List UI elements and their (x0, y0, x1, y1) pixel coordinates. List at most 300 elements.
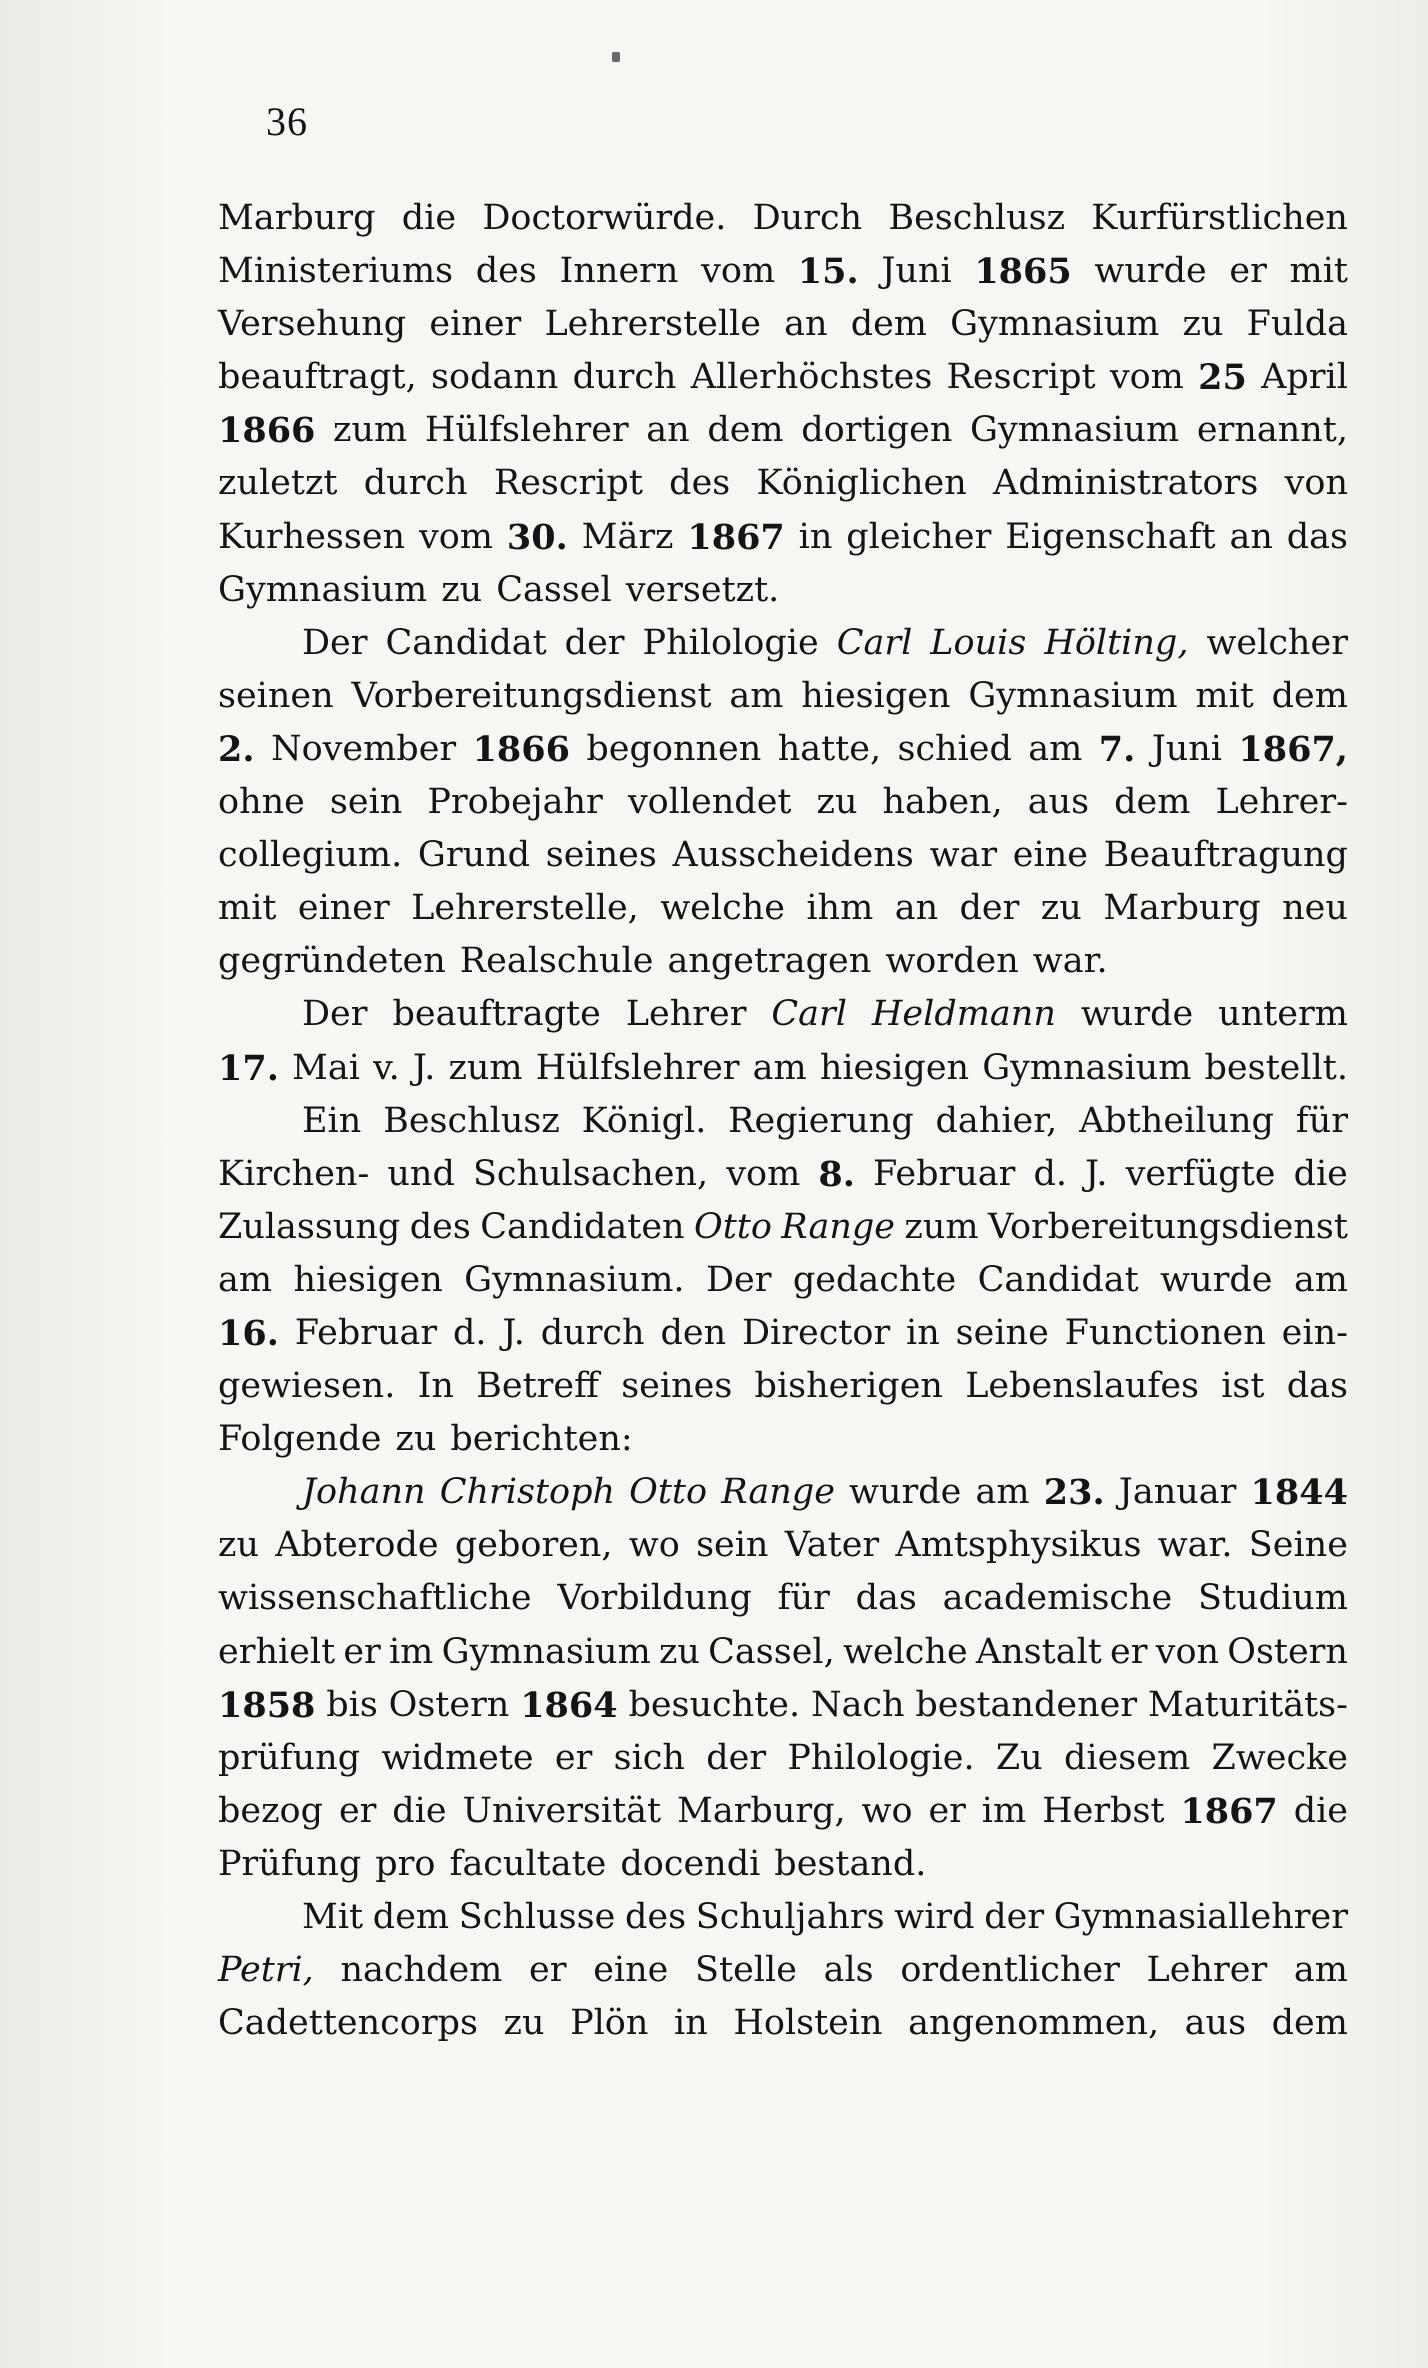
word: des (409, 1206, 471, 1247)
word: wo (628, 1525, 680, 1566)
text-line (218, 935, 1348, 988)
word: er (338, 1790, 377, 1831)
word: 1866 (472, 728, 570, 770)
word: Gymnasium. (464, 1259, 685, 1300)
word: Januar (1118, 1472, 1237, 1513)
word: seine (955, 1312, 1049, 1353)
word: mit (218, 888, 277, 929)
word: welche (842, 1631, 968, 1672)
text-line (218, 1997, 1348, 2050)
word: Administrators (993, 463, 1259, 504)
word: prüfung (218, 1737, 361, 1778)
text-line (218, 1732, 1348, 1785)
body-text (218, 192, 1348, 2050)
word: dem (1271, 675, 1348, 716)
word: Cassel, (708, 1631, 835, 1672)
text-line (218, 564, 1348, 617)
word: aus (1027, 782, 1090, 823)
word: Der (705, 1259, 772, 1300)
word: für (777, 1578, 830, 1619)
word: Eigenschaft (1005, 516, 1216, 557)
word: Marburg, (676, 1790, 846, 1831)
word: seines (621, 1366, 733, 1407)
word: verfügte (1125, 1153, 1276, 1194)
word: Ostern (1227, 1631, 1348, 1672)
word: wurde (1094, 251, 1207, 292)
word: im (981, 1790, 1027, 1831)
word: Director (742, 1312, 891, 1353)
text-line (218, 192, 1348, 245)
word: vom (726, 1153, 801, 1194)
word: Marburg (1103, 888, 1261, 929)
word: an (894, 888, 939, 929)
word: hiesigen (819, 1047, 970, 1088)
word: Amtsphysikus (895, 1525, 1142, 1566)
word: gedachte (792, 1259, 957, 1300)
word: Seine (1248, 1525, 1348, 1566)
text-line (218, 829, 1348, 882)
word: Zulassung (218, 1206, 401, 1247)
word: Mit (302, 1897, 364, 1937)
word: des (475, 251, 537, 292)
word: Studium (1198, 1578, 1348, 1619)
word: bis (326, 1684, 378, 1725)
word: 1844 (1250, 1472, 1348, 1514)
text-line (218, 351, 1348, 404)
word: Range (721, 1472, 835, 1513)
word: Königlichen (756, 463, 967, 504)
word: Gymnasiallehrer (1053, 1897, 1348, 1937)
word: Gymnasium (441, 1631, 651, 1672)
word: der (564, 622, 625, 663)
word: 17. (218, 1047, 279, 1089)
word: die (1293, 1153, 1348, 1194)
word: Vorbereitungsdienst (351, 675, 712, 716)
word: 1867 (1180, 1790, 1278, 1832)
word: zu (503, 2003, 545, 2044)
word: sodann (431, 357, 559, 398)
word: angetragen (667, 941, 872, 982)
text-line (218, 617, 1348, 670)
word: er (554, 1737, 593, 1778)
word: die (392, 1790, 447, 1831)
word: sein (329, 782, 403, 823)
word: ist (1221, 1366, 1265, 1407)
word: vom (418, 516, 493, 557)
word: war. (1032, 941, 1108, 982)
word: zu (1040, 888, 1082, 929)
word: Philologie. (787, 1737, 975, 1778)
word: Ausscheidens (672, 835, 914, 876)
word: von (1284, 463, 1348, 504)
text-line (218, 1360, 1348, 1413)
text-line (218, 1466, 1348, 1519)
word: einer (429, 304, 522, 345)
word: Nach (810, 1684, 905, 1725)
word: haben, (882, 782, 1003, 823)
word: bestellt. (1204, 1047, 1348, 1088)
word: Beauftragung (1103, 835, 1348, 876)
word: Philologie (642, 622, 819, 663)
word: den (660, 1312, 727, 1353)
word: November (270, 728, 457, 769)
word: mit (1289, 251, 1348, 292)
word: er (343, 1631, 381, 1672)
word: Universität (462, 1790, 662, 1831)
word: April (1261, 357, 1348, 398)
word: vom (701, 251, 776, 292)
word: er (529, 1950, 567, 1991)
word: Probejahr (427, 782, 603, 823)
word: Kurfürstlichen (1091, 198, 1348, 238)
word: wurde (1160, 1259, 1273, 1300)
word: Anstalt (975, 1631, 1102, 1672)
word: zu (1182, 304, 1224, 345)
word: Christoph (439, 1472, 616, 1513)
word: 1867 (687, 516, 785, 558)
word: Otto (629, 1472, 708, 1513)
word: Schlusse (458, 1897, 616, 1937)
word: Folgende (218, 1419, 382, 1460)
word: 23. (1043, 1472, 1105, 1514)
word: Otto (694, 1206, 772, 1247)
word: J. (1085, 1153, 1108, 1194)
word: zuletzt (218, 463, 338, 504)
word: Prüfung (218, 1843, 362, 1884)
word: 1867, (1238, 728, 1348, 770)
word: Vater (784, 1525, 880, 1566)
word: Lehrer (625, 994, 747, 1035)
word: bestand. (774, 1843, 927, 1884)
word: im (388, 1631, 434, 1672)
word: Candidat (977, 1259, 1139, 1300)
word: am (975, 1472, 1030, 1513)
word: J. (502, 1312, 525, 1353)
word: als (823, 1950, 874, 1991)
word: Schulsachen, (472, 1153, 709, 1194)
word: hatte, (777, 728, 882, 769)
word: Vorbereitungsdienst (987, 1206, 1348, 1247)
word: durch (363, 463, 468, 504)
word: gleicher (846, 516, 992, 557)
word: Beschlusz (888, 198, 1066, 238)
word: dem (1114, 782, 1191, 823)
word: an (1229, 516, 1273, 557)
word: dahier, (935, 1100, 1058, 1141)
word: am (1293, 1259, 1348, 1300)
word: eine (1012, 835, 1088, 876)
word: beauftragte (392, 994, 601, 1035)
text-line (218, 776, 1348, 829)
page-number: 36 (266, 99, 308, 144)
word: dem (707, 410, 784, 451)
text-line (218, 1572, 1348, 1625)
word: begonnen (586, 728, 762, 769)
word: mit (1195, 675, 1254, 716)
text-line (218, 1148, 1348, 1201)
word: seines (545, 835, 657, 876)
word: einer (297, 888, 390, 929)
word: Betreff (476, 1366, 599, 1407)
word: Lehrerstelle, (411, 888, 639, 929)
text-line (218, 1891, 1348, 1944)
word: Ministeriums (218, 251, 454, 292)
word: welcher (1206, 622, 1348, 663)
word: Maturitäts- (1147, 1684, 1348, 1725)
word: dem (1271, 2003, 1348, 2044)
word: das (855, 1578, 917, 1619)
word: Gymnasium (968, 675, 1178, 716)
word: und (387, 1153, 455, 1194)
word: Vorbildung (557, 1578, 752, 1619)
word: ihm (806, 888, 874, 929)
word: gewiesen. (218, 1366, 396, 1407)
word: Fulda (1246, 304, 1348, 345)
word: pro (375, 1843, 436, 1884)
word: 15. (797, 251, 859, 293)
word: wurde (1080, 994, 1194, 1035)
word: Juni (881, 251, 952, 292)
word: Regierung (728, 1100, 914, 1141)
word: Herbst (1042, 1790, 1165, 1831)
text-line (218, 511, 1348, 564)
text-line (218, 457, 1348, 510)
word: in (906, 1312, 940, 1353)
word: Carl (771, 994, 847, 1035)
word: Cadettencorps (218, 2003, 478, 2044)
word: Louis (930, 622, 1027, 663)
text-line (218, 1519, 1348, 1572)
word: versetzt. (625, 569, 780, 610)
word: bisherigen (754, 1366, 943, 1407)
text-line (218, 1413, 1348, 1466)
word: die (401, 198, 457, 238)
word: Candidaten (480, 1206, 685, 1247)
word: Versehung (218, 304, 407, 345)
word: 1866 (218, 410, 316, 452)
word: 7. (1098, 728, 1136, 770)
word: vollendet (627, 782, 792, 823)
word: sein (696, 1525, 769, 1566)
word: Heldmann (871, 994, 1056, 1035)
word: Doctorwürde. (482, 198, 727, 238)
word: Gymnasium (218, 569, 428, 610)
word: Februar (873, 1153, 1016, 1194)
word: nachdem (340, 1950, 503, 1991)
word: zu (816, 782, 858, 823)
text-line (218, 670, 1348, 723)
word: des (669, 463, 731, 504)
word: Juni (1151, 728, 1222, 769)
word: docendi (620, 1843, 761, 1884)
word: seinen (218, 675, 334, 716)
word: facultate (449, 1843, 607, 1884)
word: Abterode (275, 1525, 439, 1566)
word: Holstein (733, 2003, 883, 2044)
word: erhielt (218, 1631, 336, 1672)
word: an (646, 410, 690, 451)
text-line (218, 1944, 1348, 1997)
word: gegründeten (218, 941, 446, 982)
word: Ein (302, 1100, 362, 1141)
word: widmete (381, 1737, 534, 1778)
word: neu (1282, 888, 1348, 929)
word: Marburg (218, 198, 376, 238)
word: Rescript (493, 463, 643, 504)
word: in (674, 2003, 708, 2044)
word: Ostern (388, 1684, 510, 1725)
text-line (218, 1626, 1348, 1679)
word: angenommen, (908, 2003, 1160, 2044)
word: in (798, 516, 833, 557)
word: Hölting, (1044, 622, 1189, 663)
word: zum (448, 1047, 523, 1088)
word: Grund (417, 835, 531, 876)
word: er (928, 1790, 966, 1831)
text-line (218, 1042, 1348, 1095)
word: er (1229, 251, 1267, 292)
word: die (1293, 1790, 1348, 1831)
word: sich (613, 1737, 685, 1778)
text-line (218, 988, 1348, 1041)
word: er (1110, 1631, 1148, 1672)
word: der (959, 888, 1020, 929)
word: Königl. (581, 1100, 707, 1141)
word: hiesigen (801, 675, 951, 716)
ink-speck (612, 52, 620, 62)
word: Functionen (1064, 1312, 1266, 1353)
word: Durch (752, 198, 863, 238)
word: durch (572, 357, 677, 398)
text-line (218, 1679, 1348, 1732)
word: hiesigen (293, 1259, 443, 1300)
word: zum (333, 410, 408, 451)
text-line (218, 1838, 1348, 1891)
text-line (218, 1201, 1348, 1254)
word: diesem (1064, 1737, 1191, 1778)
word: Gymnasium (970, 410, 1180, 451)
text-line (218, 1095, 1348, 1148)
word: In (417, 1366, 454, 1407)
word: Hülfslehrer (424, 410, 629, 451)
word: zu (658, 1631, 700, 1672)
word: von (1155, 1631, 1220, 1672)
text-line (218, 1785, 1348, 1838)
text-line (218, 298, 1348, 351)
word: schied (897, 728, 1012, 769)
word: Lebenslaufes (965, 1366, 1199, 1407)
word: Lehrer- (1215, 782, 1348, 823)
word: Hülfslehrer (535, 1047, 740, 1088)
word: Kirchen- (218, 1153, 370, 1194)
word: d. (1033, 1153, 1067, 1194)
word: Kurhessen (218, 516, 406, 557)
word: Cassel (496, 569, 612, 610)
word: 8. (818, 1153, 855, 1195)
word: für (1295, 1100, 1348, 1141)
word: an (784, 304, 828, 345)
text-line (218, 1307, 1348, 1360)
word: der (984, 1897, 1045, 1937)
word: Februar (294, 1312, 438, 1353)
word: am (1028, 728, 1083, 769)
word: ohne (218, 782, 305, 823)
word: Gymnasium (982, 1047, 1192, 1088)
word: unterm (1218, 994, 1348, 1035)
word: Der (302, 622, 368, 663)
word: 25 (1198, 357, 1247, 399)
word: Schuljahrs (695, 1897, 885, 1937)
word: wird (894, 1897, 975, 1937)
text-line (218, 404, 1348, 457)
word: der (706, 1737, 767, 1778)
word: besuchte. (628, 1684, 801, 1725)
text-line (218, 245, 1348, 298)
word: wurde (849, 1472, 962, 1513)
word: Zwecke (1211, 1737, 1348, 1778)
word: dem (850, 304, 927, 345)
word: am (1293, 1950, 1348, 1991)
word: dortigen (801, 410, 953, 451)
text-line (218, 723, 1348, 776)
word: 1865 (974, 251, 1072, 293)
word: Beschlusz (383, 1100, 560, 1141)
word: Zu (995, 1737, 1043, 1778)
word: berichten: (450, 1419, 633, 1460)
word: wissenschaftliche (218, 1578, 532, 1619)
word: dem (372, 1897, 450, 1937)
word: war (929, 835, 998, 876)
word: Abtheilung (1079, 1100, 1274, 1141)
word: zu (218, 1525, 259, 1566)
word: ordentlicher (900, 1950, 1120, 1991)
word: collegium. (218, 835, 403, 876)
word: Innern (559, 251, 679, 292)
word: 1864 (520, 1684, 618, 1726)
word: Candidat (385, 622, 547, 663)
word: 30. (506, 516, 568, 558)
word: Carl (836, 622, 913, 663)
word: Range (781, 1206, 895, 1247)
word: 1858 (218, 1684, 316, 1726)
word: zum (904, 1206, 979, 1247)
word: Plön (570, 2003, 649, 2044)
text-line (218, 1254, 1348, 1307)
word: 16. (218, 1312, 279, 1354)
word: J. (412, 1047, 436, 1088)
word: Petri, (218, 1950, 314, 1991)
word: wo (861, 1790, 913, 1831)
word: bezog (218, 1790, 324, 1831)
word: Stelle (695, 1950, 797, 1991)
word: academische (942, 1578, 1173, 1619)
word: war. (1157, 1525, 1233, 1566)
word: beauftragt, (218, 357, 417, 398)
word: ernannt, (1196, 410, 1348, 451)
word: des (624, 1897, 687, 1937)
word: durch (540, 1312, 645, 1353)
word: zu (441, 569, 483, 610)
word: das (1286, 1366, 1348, 1407)
word: aus (1184, 2003, 1247, 2044)
text-line (218, 882, 1348, 935)
word: März (581, 516, 674, 557)
word: das (1286, 516, 1348, 557)
word: 2. (218, 728, 255, 770)
word: Allerhöchstes (690, 357, 933, 398)
word: zu (395, 1419, 437, 1460)
word: am (729, 675, 784, 716)
